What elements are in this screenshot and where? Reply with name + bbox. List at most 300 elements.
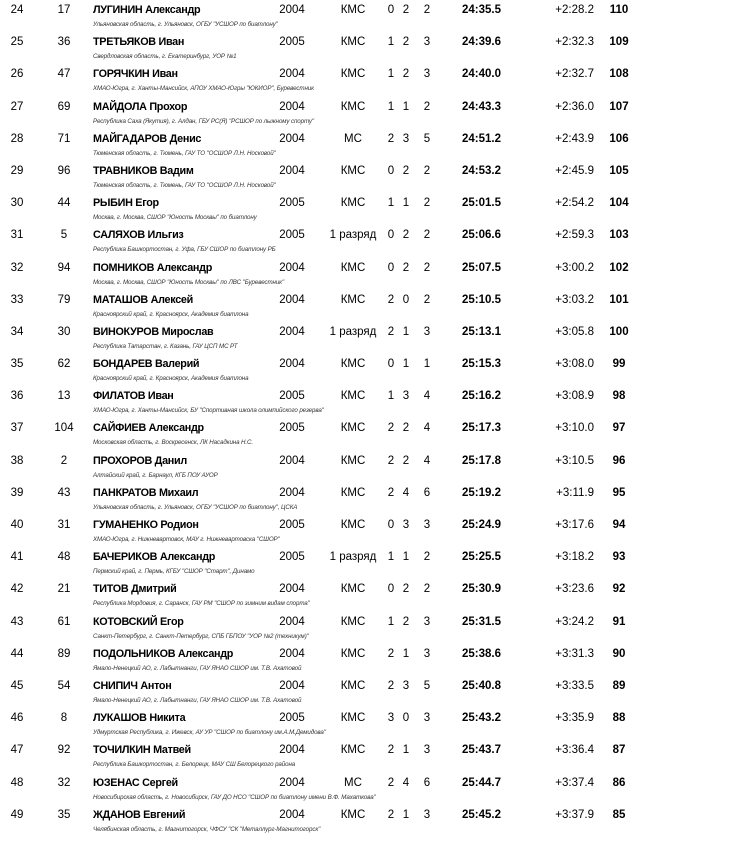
bib-number: 71 [57,132,71,145]
time-behind: +2:54.2 [555,197,594,210]
table-row [0,129,750,161]
penalties-prone: 0 [387,164,395,177]
birth-year: 2004 [279,261,305,274]
athlete-organization: Москва, г. Москва, СШОР "Юность Москвы" по биатлону [93,214,257,222]
table-row [0,290,750,322]
athlete-name: ГОРЯЧКИН Иван [93,68,178,81]
athlete-organization: Республика Мордовия, г. Саранск, ГАУ РМ "СШОР по зимним видам спорта" [93,600,310,608]
athlete-name: ТРЕТЬЯКОВ Иван [93,36,185,49]
penalties-prone: 1 [387,197,395,210]
athlete-organization: Ямало-Ненецкий АО, г. Лабытнанги, ГАУ ЯНАО СШОР им. Т.В. Ахатовой [93,696,302,704]
penalties-prone: 2 [387,744,395,757]
place-cell: 24 [10,4,24,16]
athlete-organization: ХМАО-Югра, г. Ханты-Мансийск, БУ "Спортивная школа олимпийского резерва" [93,407,324,415]
finish-time: 24:35.5 [462,4,502,16]
athlete-organization: Удмуртская Республика, г. Ижевск, АУ УР "СШОР по биатлону им.А.М.Демидова" [93,729,326,737]
athlete-organization: ХМАО-Югра, г. Нижневартовск, МАУ г. Нижневартовска "СШОР" [93,536,280,543]
finish-time: 25:38.6 [462,647,502,660]
penalties-prone: 0 [387,261,395,274]
finish-time: 25:44.7 [462,776,502,789]
time-behind: +3:18.2 [555,551,594,564]
bib-number: 44 [57,197,71,210]
table-row [0,676,750,708]
penalties-total: 1 [423,358,431,371]
penalties-total: 3 [423,712,431,725]
penalties-standing: 1 [402,551,410,564]
time-behind: +3:17.6 [555,519,594,531]
penalties-prone: 0 [387,519,395,531]
penalties-prone: 2 [387,776,395,789]
athlete-name: ЛУКАШОВ Никита [93,712,186,725]
time-behind: +3:03.2 [555,293,594,306]
bib-number: 17 [57,4,71,16]
athlete-name: САЛЯХОВ Ильгиз [93,229,184,242]
points: 85 [612,808,626,821]
bib-number: 8 [60,712,68,725]
bib-number: 79 [57,293,71,306]
points: 98 [612,390,626,403]
sport-rank: 1 разряд [329,325,377,338]
bib-number: 2 [60,454,68,467]
finish-time: 24:39.6 [462,36,502,49]
place-cell: 35 [10,358,24,371]
points: 109 [609,36,629,49]
time-behind: +3:10.5 [555,454,594,467]
penalties-prone: 2 [387,647,395,660]
sport-rank: КМС [340,808,366,821]
penalties-total: 6 [423,486,431,499]
penalties-prone: 1 [387,68,395,81]
penalties-prone: 1 [387,551,395,564]
time-behind: +3:37.9 [555,808,594,821]
penalties-total: 5 [423,679,431,692]
points: 92 [612,583,626,596]
bib-number: 61 [57,615,71,628]
athlete-name: ПОДОЛЬНИКОВ Александр [93,647,234,660]
birth-year: 2004 [279,132,305,145]
finish-time: 25:06.6 [462,229,502,242]
athlete-organization: Ульяновская область, г. Ульяновск, ОГБУ "УСШОР по биатлону" [93,21,278,28]
table-row [0,258,750,290]
finish-time: 25:43.7 [462,744,502,757]
penalties-total: 3 [423,647,431,660]
points: 87 [612,744,626,757]
penalties-standing: 2 [402,422,410,435]
finish-time: 24:51.2 [462,132,502,145]
table-row [0,225,750,257]
finish-time: 25:07.5 [462,261,502,274]
penalties-total: 2 [423,551,431,564]
place-cell: 47 [10,744,24,757]
time-behind: +2:43.9 [555,132,594,145]
athlete-name: ТИТОВ Дмитрий [93,583,177,596]
penalties-total: 2 [423,197,431,210]
finish-time: 25:17.3 [462,422,502,435]
penalties-standing: 1 [402,197,410,210]
table-row [0,773,750,805]
athlete-name: ГУМАНЕНКО Родион [93,519,199,531]
place-cell: 40 [10,519,24,531]
place-cell: 34 [10,325,24,338]
penalties-standing: 4 [402,776,410,789]
time-behind: +3:11.9 [556,486,594,499]
place-cell: 26 [10,68,24,81]
place-cell: 33 [10,293,24,306]
penalties-standing: 3 [402,390,410,403]
points: 106 [609,132,629,145]
birth-year: 2005 [279,229,305,242]
sport-rank: КМС [340,519,366,531]
birth-year: 2004 [279,808,305,821]
penalties-total: 2 [423,164,431,177]
table-row [0,708,750,740]
birth-year: 2004 [279,164,305,177]
penalties-total: 3 [423,744,431,757]
penalties-total: 3 [423,615,431,628]
athlete-name: ПРОХОРОВ Данил [93,454,187,467]
time-behind: +2:32.3 [555,36,594,49]
finish-time: 24:53.2 [462,164,502,177]
time-behind: +3:35.9 [555,712,594,725]
athlete-organization: Новосибирская область, г. Новосибирск, ГАУ ДО НСО "СШОР по биатлону имени В.Ф. Махаткова" [93,793,376,801]
finish-time: 25:45.2 [462,808,502,821]
penalties-standing: 1 [402,358,410,371]
points: 105 [609,164,629,177]
time-behind: +3:36.4 [555,744,594,757]
athlete-organization: Москва, г. Москва, СШОР "Юность Москвы" по ЛВС "Буревестник" [93,278,285,286]
penalties-prone: 2 [387,132,395,145]
bib-number: 89 [57,647,71,660]
place-cell: 32 [10,261,24,274]
time-behind: +3:37.4 [555,776,594,789]
athlete-organization: Красноярский край, г. Красноярск, Академия биатлона [93,310,249,318]
sport-rank: КМС [340,164,366,177]
sport-rank: МС [344,776,362,789]
sport-rank: КМС [340,36,366,49]
penalties-prone: 2 [387,325,395,338]
penalties-prone: 2 [387,454,395,467]
table-row [0,483,750,515]
birth-year: 2004 [279,454,305,467]
penalties-standing: 3 [402,132,410,145]
place-cell: 46 [10,712,24,725]
sport-rank: КМС [340,100,366,113]
penalties-standing: 2 [402,229,410,242]
penalties-standing: 2 [402,164,410,177]
athlete-organization: Московская область, г. Воскресенск, ЛК Насадкина Н.С. [93,439,254,447]
finish-time: 25:43.2 [462,712,502,725]
finish-time: 25:17.8 [462,454,502,467]
table-row [0,386,750,418]
sport-rank: КМС [340,679,366,692]
finish-time: 25:25.5 [462,551,502,564]
penalties-prone: 0 [387,229,395,242]
penalties-prone: 1 [387,615,395,628]
athlete-name: БАЧЕРИКОВ Александр [93,551,216,564]
time-behind: +2:28.2 [555,4,594,16]
birth-year: 2005 [279,36,305,49]
athlete-organization: Республика Татарстан, г. Казань, ГАУ ЦСП МС РТ [93,342,238,350]
athlete-name: САЙФИЕВ Александр [93,422,204,435]
athlete-name: МАТАШОВ Алексей [93,293,193,306]
sport-rank: МС [344,132,362,145]
sport-rank: КМС [340,422,366,435]
time-behind: +3:10.0 [555,422,594,435]
penalties-standing: 0 [402,712,410,725]
penalties-prone: 2 [387,486,395,499]
athlete-organization: ХМАО-Югра, г. Ханты-Мансийск, АПОУ ХМАО-Югры "ЮКИОР", Буревестник [93,85,314,93]
penalties-prone: 0 [387,358,395,371]
birth-year: 2004 [279,68,305,81]
table-row [0,644,750,676]
penalties-total: 2 [423,100,431,113]
penalties-total: 4 [423,454,431,467]
table-row [0,740,750,772]
penalties-standing: 1 [402,325,410,338]
sport-rank: КМС [340,261,366,274]
penalties-total: 2 [423,293,431,306]
bib-number: 48 [57,551,71,564]
penalties-total: 3 [423,325,431,338]
penalties-standing: 1 [402,100,410,113]
sport-rank: КМС [340,197,366,210]
bib-number: 94 [57,261,71,274]
athlete-name: ТОЧИЛКИН Матвей [93,744,191,757]
sport-rank: КМС [340,293,366,306]
table-row [0,579,750,611]
athlete-organization: Красноярский край, г. Красноярск, Академия биатлона [93,375,249,383]
bib-number: 21 [57,583,71,596]
athlete-name: РЫБИН Егор [93,197,159,210]
place-cell: 45 [10,679,24,692]
athlete-organization: Ульяновская область, г. Ульяновск, ОГБУ "УСШОР по биатлону", ЦСКА [93,503,298,511]
birth-year: 2004 [279,583,305,596]
sport-rank: КМС [340,454,366,467]
penalties-prone: 2 [387,679,395,692]
sport-rank: КМС [340,358,366,371]
penalties-prone: 0 [387,4,395,16]
points: 88 [612,712,626,725]
time-behind: +3:23.6 [555,583,594,596]
finish-time: 25:01.5 [462,197,502,210]
penalties-standing: 2 [402,261,410,274]
finish-time: 25:19.2 [462,486,502,499]
birth-year: 2004 [279,358,305,371]
penalties-total: 2 [423,4,431,16]
athlete-name: ЖДАНОВ Евгений [93,808,186,821]
place-cell: 43 [10,615,24,628]
time-behind: +3:31.3 [555,647,594,660]
finish-time: 24:40.0 [462,68,502,81]
penalties-total: 3 [423,519,431,531]
athlete-organization: Алтайский край, г. Барнаул, КГБ ПОУ АУОР [93,471,218,479]
table-row [0,64,750,96]
penalties-total: 4 [423,390,431,403]
place-cell: 38 [10,454,24,467]
points: 89 [612,679,626,692]
table-row [0,451,750,483]
athlete-name: ПОМНИКОВ Александр [93,261,212,274]
place-cell: 28 [10,132,24,145]
birth-year: 2004 [279,486,305,499]
athlete-organization: Республика Саха (Якутия), г. Алдан, ГБУ РС(Я) "РСШОР по лыжному спорту" [93,117,314,125]
place-cell: 30 [10,197,24,210]
finish-time: 25:10.5 [462,293,502,306]
finish-time: 25:24.9 [462,519,502,531]
penalties-total: 2 [423,229,431,242]
table-row [0,32,750,64]
time-behind: +3:00.2 [555,261,594,274]
points: 97 [612,422,626,435]
sport-rank: КМС [340,583,366,596]
penalties-total: 5 [423,132,431,145]
athlete-organization: Тюменская область, г. Тюмень, ГАУ ТО "ОСШОР Л.Н. Носковой" [93,149,276,157]
birth-year: 2005 [279,422,305,435]
bib-number: 96 [57,164,71,177]
place-cell: 39 [10,486,24,499]
athlete-name: КОТОВСКИЙ Егор [93,615,184,628]
penalties-standing: 1 [402,647,410,660]
bib-number: 69 [57,100,71,113]
place-cell: 49 [10,808,24,821]
table-row [0,418,750,450]
birth-year: 2005 [279,197,305,210]
athlete-name: ФИЛАТОВ Иван [93,390,174,403]
points: 91 [612,615,626,628]
table-row [0,0,750,32]
athlete-name: ЛУГИНИН Александр [93,4,201,16]
points: 96 [612,454,626,467]
place-cell: 41 [10,551,24,564]
sport-rank: КМС [340,390,366,403]
time-behind: +3:08.0 [555,358,594,371]
athlete-organization: Республика Башкортостан, г. Белорецк, МАУ СШ Белорецкого района [93,761,296,769]
birth-year: 2004 [279,679,305,692]
bib-number: 43 [57,486,71,499]
athlete-name: СНИПИЧ Антон [93,679,172,692]
table-row [0,515,750,547]
finish-time: 25:31.5 [462,615,502,628]
penalties-standing: 3 [402,519,410,531]
penalties-total: 3 [423,808,431,821]
table-row [0,322,750,354]
penalties-prone: 1 [387,100,395,113]
points: 86 [612,776,626,789]
time-behind: +2:32.7 [555,68,594,81]
bib-number: 32 [57,776,71,789]
athlete-organization: Тюменская область, г. Тюмень, ГАУ ТО "ОСШОР Л.Н. Носковой" [93,181,276,189]
birth-year: 2004 [279,615,305,628]
time-behind: +2:45.9 [555,164,594,177]
penalties-total: 6 [423,776,431,789]
bib-number: 36 [57,36,71,49]
sport-rank: КМС [340,615,366,628]
athlete-organization: Челябинская область, г. Магнитогорск, ЧФСУ "СК "Металлург-Магнитогорск" [93,825,321,833]
bib-number: 31 [57,519,71,531]
sport-rank: КМС [340,712,366,725]
finish-time: 25:16.2 [462,390,502,403]
birth-year: 2004 [279,776,305,789]
athlete-name: ТРАВНИКОВ Вадим [93,164,194,177]
penalties-standing: 4 [402,486,410,499]
finish-time: 25:13.1 [462,325,502,338]
finish-time: 25:30.9 [462,583,502,596]
athlete-organization: Санкт-Петербург, г. Санкт-Петербург, СПБ ГБПОУ "УОР №2 (техникум)" [93,632,309,640]
penalties-standing: 2 [402,454,410,467]
penalties-total: 3 [423,36,431,49]
penalties-total: 2 [423,583,431,596]
birth-year: 2004 [279,4,305,16]
place-cell: 31 [10,229,24,242]
penalties-standing: 2 [402,4,410,16]
athlete-organization: Ямало-Ненецкий АО, г. Лабытнанги, ГАУ ЯНАО СШОР им. Т.В. Ахатовой [93,664,302,672]
points: 102 [609,261,629,274]
penalties-standing: 2 [402,68,410,81]
athlete-name: БОНДАРЕВ Валерий [93,358,200,371]
penalties-standing: 0 [402,293,410,306]
penalties-prone: 3 [387,712,395,725]
points: 94 [612,519,626,531]
bib-number: 47 [57,68,71,81]
sport-rank: КМС [340,647,366,660]
place-cell: 48 [10,776,24,789]
bib-number: 62 [57,358,71,371]
penalties-prone: 2 [387,808,395,821]
place-cell: 42 [10,583,24,596]
time-behind: +3:05.8 [555,325,594,338]
points: 93 [612,551,626,564]
time-behind: +2:59.3 [555,229,594,242]
sport-rank: КМС [340,4,366,16]
penalties-prone: 0 [387,583,395,596]
penalties-standing: 2 [402,36,410,49]
place-cell: 29 [10,164,24,177]
penalties-prone: 1 [387,390,395,403]
table-row [0,805,750,837]
penalties-prone: 2 [387,422,395,435]
birth-year: 2004 [279,744,305,757]
athlete-organization: Свердловская область, г. Екатеринбург, УОР №1 [93,53,237,61]
bib-number: 13 [57,390,71,403]
birth-year: 2004 [279,325,305,338]
place-cell: 36 [10,390,24,403]
sport-rank: 1 разряд [329,551,377,564]
place-cell: 25 [10,36,24,49]
bib-number: 5 [60,229,68,242]
table-row [0,161,750,193]
athlete-name: ЮЗЕНАС Сергей [93,776,178,789]
time-behind: +3:08.9 [555,390,594,403]
penalties-prone: 1 [387,36,395,49]
place-cell: 44 [10,647,24,660]
sport-rank: КМС [340,744,366,757]
sport-rank: КМС [340,486,366,499]
bib-number: 92 [57,744,71,757]
points: 99 [612,358,626,371]
athlete-organization: Пермский край, г. Пермь, КГБУ "СШОР "Старт", Динамо [93,568,255,576]
place-cell: 37 [10,422,24,435]
points: 107 [609,100,629,113]
birth-year: 2005 [279,390,305,403]
birth-year: 2004 [279,293,305,306]
bib-number: 54 [57,679,71,692]
birth-year: 2004 [279,647,305,660]
points: 104 [609,197,629,210]
table-row [0,354,750,386]
time-behind: +3:24.2 [555,615,594,628]
bib-number: 30 [57,325,71,338]
sport-rank: 1 разряд [329,229,377,242]
